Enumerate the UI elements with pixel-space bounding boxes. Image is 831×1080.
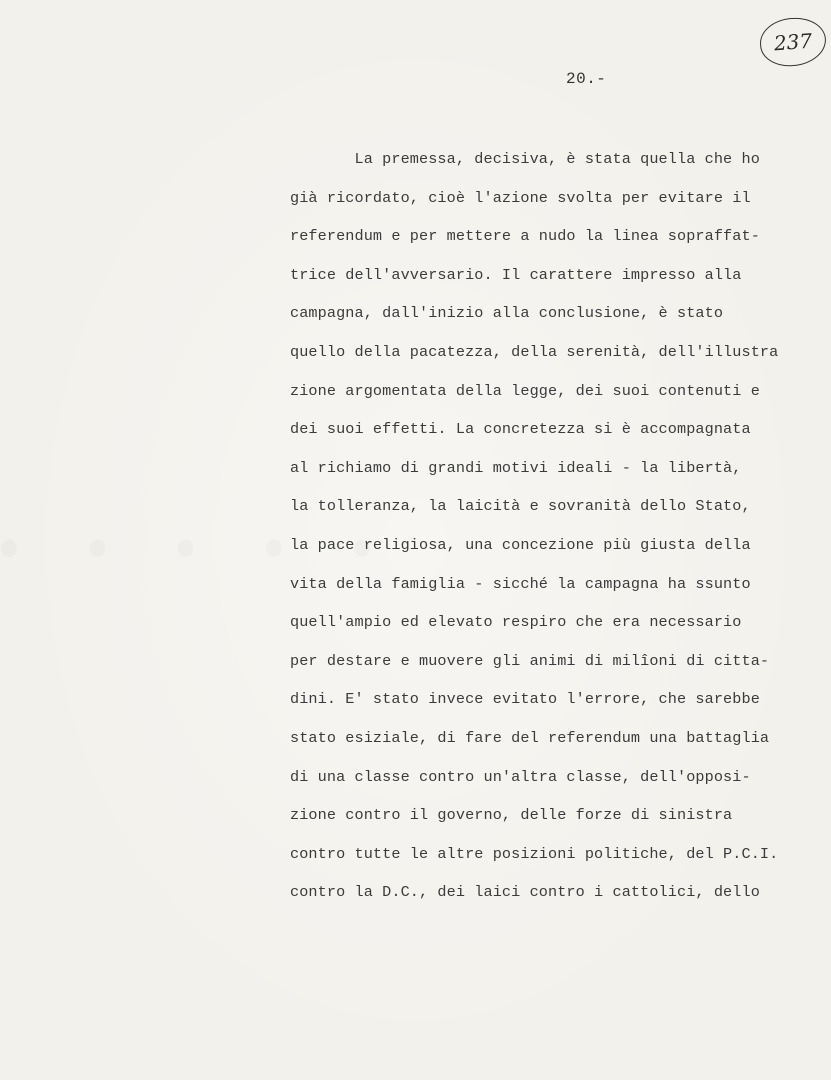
- text-line: contro tutte le altre posizioni politiche, del P.C.I.: [290, 844, 779, 863]
- text-line: al richiamo di grandi motivi ideali - la libertà,: [290, 458, 742, 477]
- typed-paragraph: [290, 146, 830, 918]
- text-line: trice dell'avversario. Il carattere impresso alla: [290, 265, 742, 284]
- text-line: la pace religiosa, una concezione più giusta della: [290, 535, 751, 554]
- text-line: quell'ampio ed elevato respiro che era necessario: [290, 613, 742, 632]
- text-line: dei suoi effetti. La concretezza si è accompagnata: [290, 420, 751, 439]
- text-line: la tolleranza, la laicità e sovranità dello Stato,: [290, 497, 751, 516]
- text-line: per destare e muovere gli animi di milîoni di citta-: [290, 651, 770, 670]
- text-line: referendum e per mettere a nudo la linea sopraffat-: [290, 227, 760, 246]
- text-line: quello della pacatezza, della serenità, dell'illustra: [290, 342, 779, 361]
- text-line: La premessa, decisiva, è stata quella che ho: [290, 150, 760, 168]
- text-line: contro la D.C., dei laici contro i cattolici, dello: [290, 883, 760, 902]
- text-line: zione contro il governo, delle forze di sinistra: [290, 806, 733, 825]
- text-line: già ricordato, cioè l'azione svolta per evitare il: [290, 188, 751, 207]
- text-line: stato esiziale, di fare del referendum una battaglia: [290, 728, 770, 747]
- text-line: zione argomentata della legge, dei suoi contenuti e: [290, 381, 760, 400]
- page-number: 20.-: [566, 70, 607, 88]
- text-line: vita della famiglia - sicché la campagna ha ssunto: [290, 574, 751, 593]
- text-line: dini. E' stato invece evitato l'errore, che sarebbe: [290, 690, 760, 709]
- text-line: campagna, dall'inizio alla conclusione, è stato: [290, 304, 724, 323]
- text-line: di una classe contro un'altra classe, dell'opposi-: [290, 767, 751, 786]
- page-stamp: [758, 16, 827, 68]
- page-stamp-number: 237: [773, 28, 813, 56]
